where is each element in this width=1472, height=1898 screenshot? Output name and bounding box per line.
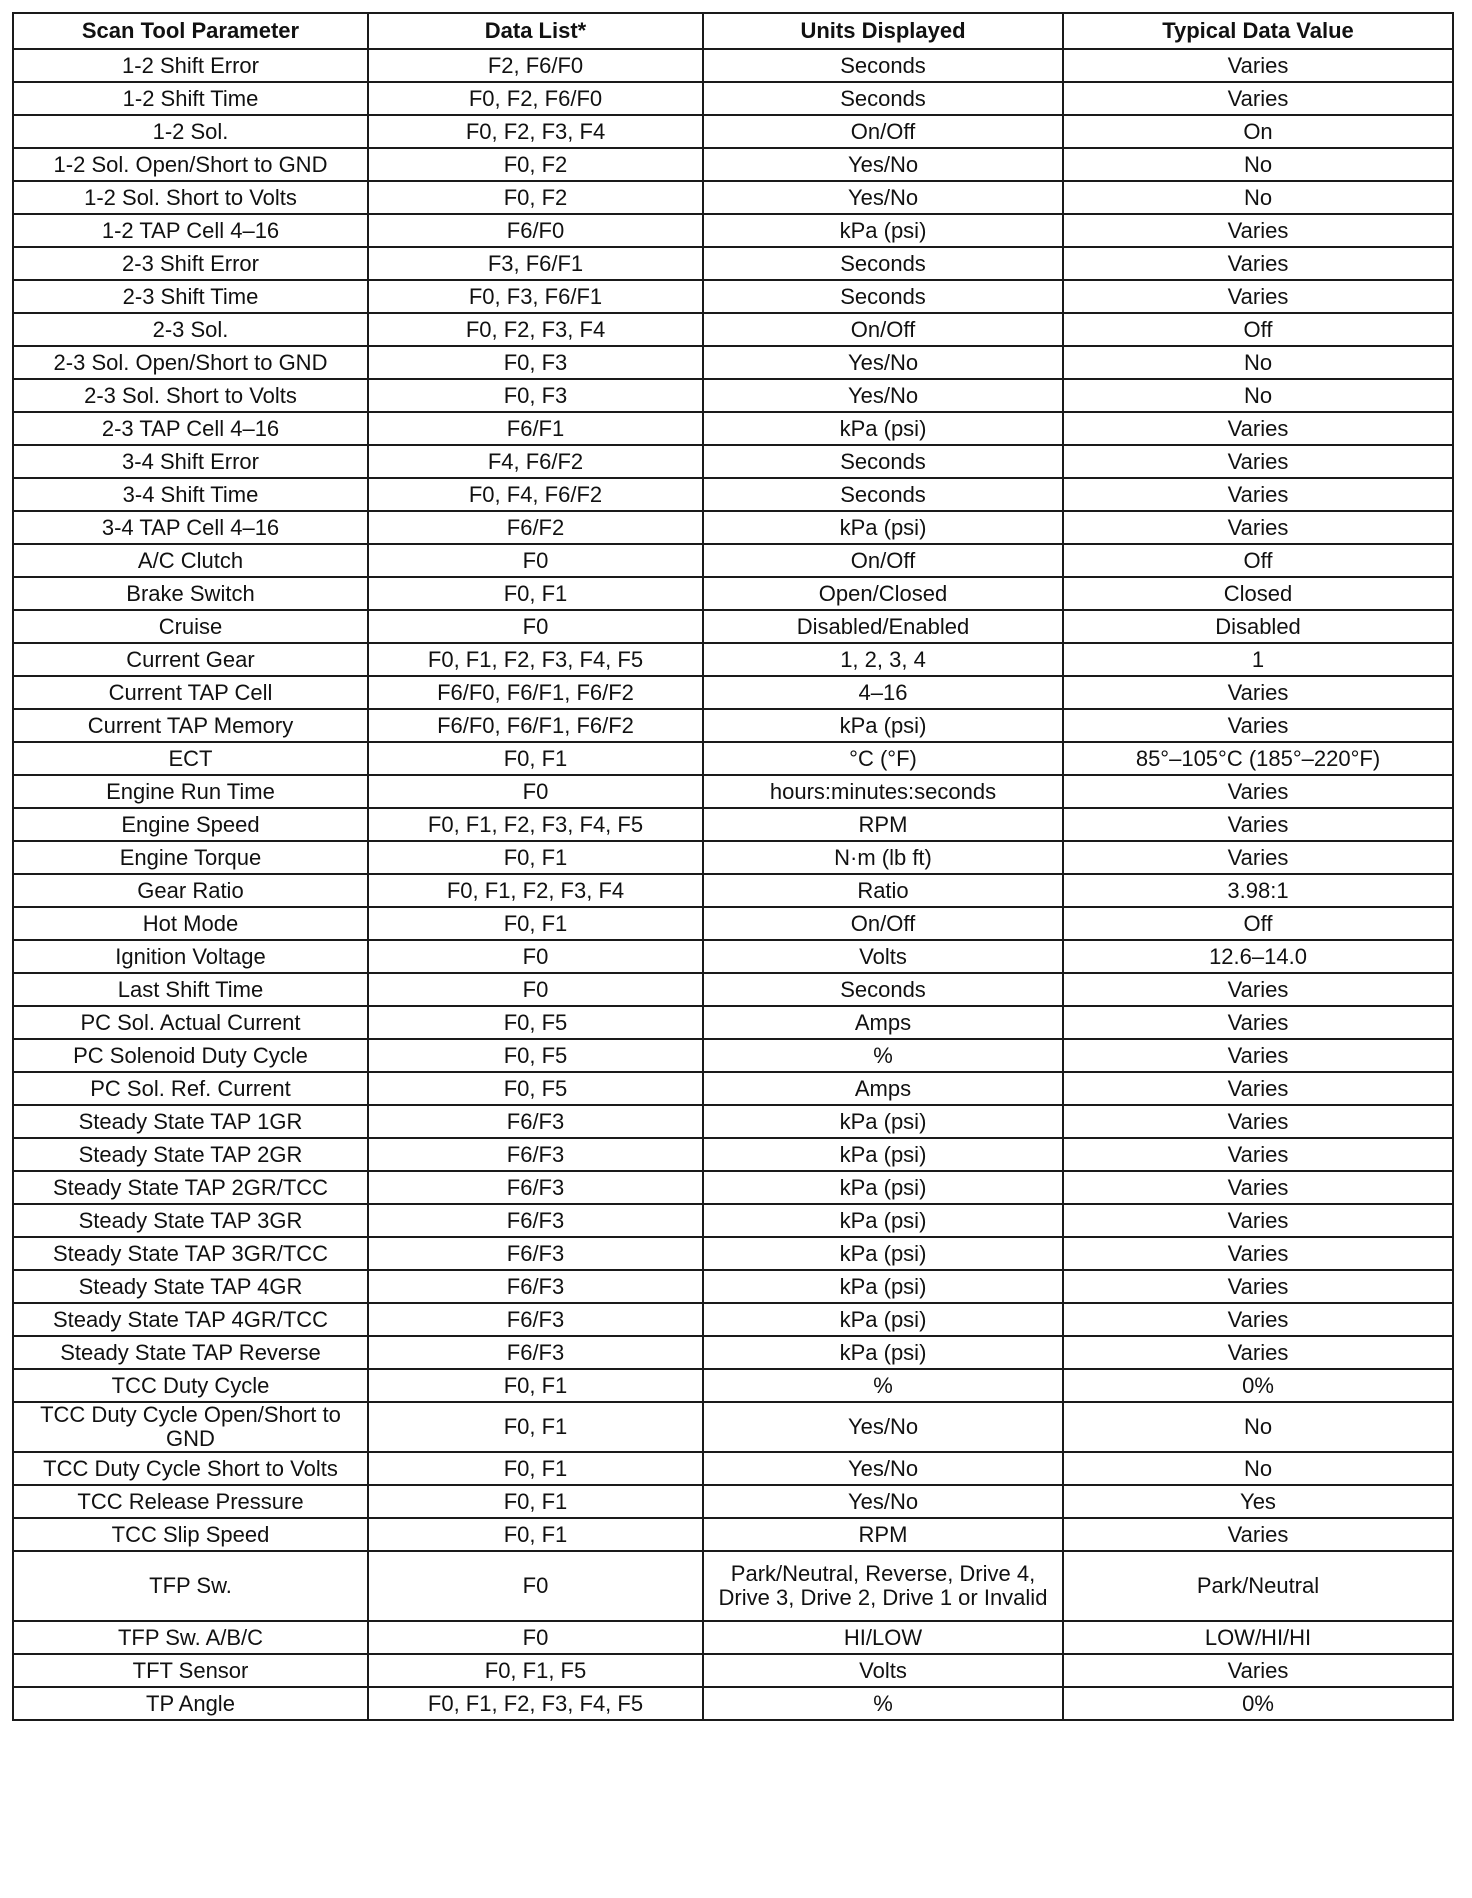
table-row <box>13 709 1453 742</box>
table-row <box>13 1171 1453 1204</box>
data-list-cell: F0, F1, F2, F3, F4, F5 <box>368 1687 703 1720</box>
parameter-cell: TCC Release Pressure <box>13 1485 368 1518</box>
data-list-cell: F0, F1 <box>368 1518 703 1551</box>
typical-value-cell: Varies <box>1063 1303 1453 1336</box>
units-cell: On/Off <box>703 544 1063 577</box>
data-list-cell: F0 <box>368 973 703 1006</box>
data-list-cell: F6/F3 <box>368 1303 703 1336</box>
parameter-cell: Steady State TAP 3GR <box>13 1204 368 1237</box>
typical-value-cell: On <box>1063 115 1453 148</box>
header-data-list: Data List* <box>368 13 703 49</box>
table-row <box>13 445 1453 478</box>
data-list-cell: F0, F1, F2, F3, F4, F5 <box>368 643 703 676</box>
parameter-cell: Cruise <box>13 610 368 643</box>
data-list-cell: F6/F3 <box>368 1336 703 1369</box>
parameter-cell: Hot Mode <box>13 907 368 940</box>
table-row <box>13 1621 1453 1654</box>
typical-value-cell: Varies <box>1063 1654 1453 1687</box>
parameter-cell: 3-4 Shift Time <box>13 478 368 511</box>
data-list-cell: F0, F3 <box>368 379 703 412</box>
data-list-cell: F6/F3 <box>368 1171 703 1204</box>
typical-value-cell: Varies <box>1063 808 1453 841</box>
units-cell: 1, 2, 3, 4 <box>703 643 1063 676</box>
parameter-cell: Ignition Voltage <box>13 940 368 973</box>
data-list-cell: F0, F2 <box>368 181 703 214</box>
typical-value-cell: Varies <box>1063 478 1453 511</box>
data-list-cell: F0, F5 <box>368 1006 703 1039</box>
units-cell: Disabled/Enabled <box>703 610 1063 643</box>
typical-value-cell: Varies <box>1063 214 1453 247</box>
typical-value-cell: Varies <box>1063 247 1453 280</box>
table-row <box>13 1006 1453 1039</box>
table-row <box>13 1551 1453 1621</box>
table-row <box>13 1518 1453 1551</box>
data-list-cell: F0, F1 <box>368 577 703 610</box>
table-row <box>13 412 1453 445</box>
table-row <box>13 1336 1453 1369</box>
parameter-cell: 2-3 Sol. Open/Short to GND <box>13 346 368 379</box>
data-list-cell: F0 <box>368 1621 703 1654</box>
data-list-cell: F0, F4, F6/F2 <box>368 478 703 511</box>
units-cell: hours:minutes:seconds <box>703 775 1063 808</box>
units-cell: % <box>703 1687 1063 1720</box>
data-list-cell: F0, F1 <box>368 1402 703 1452</box>
table-row <box>13 1270 1453 1303</box>
table-row <box>13 1105 1453 1138</box>
data-list-cell: F6/F3 <box>368 1237 703 1270</box>
parameter-cell: PC Sol. Actual Current <box>13 1006 368 1039</box>
data-list-cell: F0, F1 <box>368 742 703 775</box>
parameter-cell: Engine Torque <box>13 841 368 874</box>
parameter-cell: Current Gear <box>13 643 368 676</box>
header-row <box>13 13 1453 49</box>
typical-value-cell: Disabled <box>1063 610 1453 643</box>
table-row <box>13 49 1453 82</box>
units-cell: Seconds <box>703 49 1063 82</box>
typical-value-cell: Closed <box>1063 577 1453 610</box>
data-list-cell: F0 <box>368 775 703 808</box>
data-list-cell: F6/F3 <box>368 1138 703 1171</box>
data-list-cell: F0 <box>368 544 703 577</box>
typical-value-cell: Varies <box>1063 1518 1453 1551</box>
parameter-cell: TP Angle <box>13 1687 368 1720</box>
units-cell: kPa (psi) <box>703 1138 1063 1171</box>
data-list-cell: F0, F1 <box>368 841 703 874</box>
units-cell: Volts <box>703 940 1063 973</box>
units-cell: Park/Neutral, Reverse, Drive 4, Drive 3, Drive 2, Drive 1 or Invalid <box>703 1551 1063 1621</box>
data-list-cell: F0, F1 <box>368 1369 703 1402</box>
units-cell: N·m (lb ft) <box>703 841 1063 874</box>
data-list-cell: F6/F3 <box>368 1204 703 1237</box>
units-cell: kPa (psi) <box>703 1105 1063 1138</box>
typical-value-cell: Varies <box>1063 775 1453 808</box>
typical-value-cell: Yes <box>1063 1485 1453 1518</box>
parameter-cell: 1-2 Shift Time <box>13 82 368 115</box>
parameter-cell: Gear Ratio <box>13 874 368 907</box>
units-cell: kPa (psi) <box>703 1237 1063 1270</box>
typical-value-cell: Varies <box>1063 1138 1453 1171</box>
units-cell: kPa (psi) <box>703 511 1063 544</box>
scan-tool-data-table <box>12 12 1454 1721</box>
units-cell: On/Off <box>703 907 1063 940</box>
units-cell: Seconds <box>703 280 1063 313</box>
typical-value-cell: 85°–105°C (185°–220°F) <box>1063 742 1453 775</box>
units-cell: Seconds <box>703 478 1063 511</box>
typical-value-cell: Varies <box>1063 1204 1453 1237</box>
typical-value-cell: 0% <box>1063 1369 1453 1402</box>
data-list-cell: F0, F1 <box>368 907 703 940</box>
typical-value-cell: Varies <box>1063 1039 1453 1072</box>
table-row <box>13 1072 1453 1105</box>
units-cell: Ratio <box>703 874 1063 907</box>
parameter-cell: PC Sol. Ref. Current <box>13 1072 368 1105</box>
parameter-cell: 1-2 TAP Cell 4–16 <box>13 214 368 247</box>
data-list-cell: F0, F1 <box>368 1452 703 1485</box>
table-row <box>13 907 1453 940</box>
data-list-cell: F6/F2 <box>368 511 703 544</box>
table-row <box>13 940 1453 973</box>
units-cell: % <box>703 1369 1063 1402</box>
parameter-cell: 3-4 TAP Cell 4–16 <box>13 511 368 544</box>
units-cell: Seconds <box>703 973 1063 1006</box>
parameter-cell: 2-3 Sol. Short to Volts <box>13 379 368 412</box>
typical-value-cell: 12.6–14.0 <box>1063 940 1453 973</box>
parameter-cell: 2-3 TAP Cell 4–16 <box>13 412 368 445</box>
parameter-cell: Current TAP Cell <box>13 676 368 709</box>
units-cell: kPa (psi) <box>703 1303 1063 1336</box>
document-page <box>12 12 1452 1721</box>
typical-value-cell: 1 <box>1063 643 1453 676</box>
data-list-cell: F6/F0, F6/F1, F6/F2 <box>368 709 703 742</box>
data-list-cell: F6/F0, F6/F1, F6/F2 <box>368 676 703 709</box>
data-list-cell: F0, F2 <box>368 148 703 181</box>
units-cell: On/Off <box>703 115 1063 148</box>
data-list-cell: F0, F1, F2, F3, F4, F5 <box>368 808 703 841</box>
table-row <box>13 1303 1453 1336</box>
units-cell: HI/LOW <box>703 1621 1063 1654</box>
typical-value-cell: No <box>1063 1402 1453 1452</box>
typical-value-cell: Varies <box>1063 841 1453 874</box>
typical-value-cell: Varies <box>1063 82 1453 115</box>
parameter-cell: 1-2 Sol. Short to Volts <box>13 181 368 214</box>
units-cell: On/Off <box>703 313 1063 346</box>
table-row <box>13 1204 1453 1237</box>
typical-value-cell: No <box>1063 346 1453 379</box>
parameter-cell: 1-2 Shift Error <box>13 49 368 82</box>
table-row <box>13 280 1453 313</box>
data-list-cell: F6/F3 <box>368 1270 703 1303</box>
units-cell: Yes/No <box>703 1485 1063 1518</box>
parameter-cell: 2-3 Shift Error <box>13 247 368 280</box>
table-row <box>13 1138 1453 1171</box>
typical-value-cell: Off <box>1063 907 1453 940</box>
typical-value-cell: Varies <box>1063 1105 1453 1138</box>
table-row <box>13 676 1453 709</box>
typical-value-cell: Varies <box>1063 1006 1453 1039</box>
units-cell: kPa (psi) <box>703 1336 1063 1369</box>
parameter-cell: Engine Speed <box>13 808 368 841</box>
typical-value-cell: Varies <box>1063 1237 1453 1270</box>
data-list-cell: F3, F6/F1 <box>368 247 703 280</box>
typical-value-cell: Varies <box>1063 511 1453 544</box>
parameter-cell: TFT Sensor <box>13 1654 368 1687</box>
data-list-cell: F0, F5 <box>368 1072 703 1105</box>
units-cell: Seconds <box>703 247 1063 280</box>
units-cell: kPa (psi) <box>703 412 1063 445</box>
parameter-cell: 2-3 Sol. <box>13 313 368 346</box>
table-row <box>13 1237 1453 1270</box>
table-row <box>13 214 1453 247</box>
table-row <box>13 874 1453 907</box>
parameter-cell: ECT <box>13 742 368 775</box>
table-row <box>13 1687 1453 1720</box>
typical-value-cell: No <box>1063 1452 1453 1485</box>
typical-value-cell: Varies <box>1063 280 1453 313</box>
header-units-displayed: Units Displayed <box>703 13 1063 49</box>
typical-value-cell: 0% <box>1063 1687 1453 1720</box>
parameter-cell: Last Shift Time <box>13 973 368 1006</box>
data-list-cell: F0, F1 <box>368 1485 703 1518</box>
header-typical-data-value: Typical Data Value <box>1063 13 1453 49</box>
units-cell: kPa (psi) <box>703 1270 1063 1303</box>
table-row <box>13 478 1453 511</box>
units-cell: 4–16 <box>703 676 1063 709</box>
data-list-cell: F6/F1 <box>368 412 703 445</box>
table-row <box>13 346 1453 379</box>
units-cell: Yes/No <box>703 148 1063 181</box>
typical-value-cell: Varies <box>1063 1270 1453 1303</box>
table-row <box>13 511 1453 544</box>
table-row <box>13 1402 1453 1452</box>
units-cell: °C (°F) <box>703 742 1063 775</box>
typical-value-cell: No <box>1063 148 1453 181</box>
units-cell: Yes/No <box>703 346 1063 379</box>
data-list-cell: F6/F3 <box>368 1105 703 1138</box>
parameter-cell: Brake Switch <box>13 577 368 610</box>
typical-value-cell: Varies <box>1063 676 1453 709</box>
header-scan-tool-parameter: Scan Tool Parameter <box>13 13 368 49</box>
table-row <box>13 82 1453 115</box>
units-cell: Yes/No <box>703 1402 1063 1452</box>
units-cell: Amps <box>703 1072 1063 1105</box>
table-row <box>13 1369 1453 1402</box>
parameter-cell: TFP Sw. A/B/C <box>13 1621 368 1654</box>
table-row <box>13 973 1453 1006</box>
data-list-cell: F0, F3 <box>368 346 703 379</box>
parameter-cell: PC Solenoid Duty Cycle <box>13 1039 368 1072</box>
data-list-cell: F0, F2, F3, F4 <box>368 313 703 346</box>
units-cell: kPa (psi) <box>703 1171 1063 1204</box>
typical-value-cell: Varies <box>1063 1072 1453 1105</box>
parameter-cell: TCC Duty Cycle Short to Volts <box>13 1452 368 1485</box>
data-list-cell: F6/F0 <box>368 214 703 247</box>
parameter-cell: Steady State TAP 2GR <box>13 1138 368 1171</box>
typical-value-cell: Varies <box>1063 1171 1453 1204</box>
parameter-cell: 3-4 Shift Error <box>13 445 368 478</box>
table-row <box>13 775 1453 808</box>
table-row <box>13 247 1453 280</box>
typical-value-cell: Varies <box>1063 445 1453 478</box>
table-row <box>13 181 1453 214</box>
units-cell: RPM <box>703 1518 1063 1551</box>
units-cell: Yes/No <box>703 181 1063 214</box>
parameter-cell: Current TAP Memory <box>13 709 368 742</box>
table-row <box>13 1452 1453 1485</box>
table-row <box>13 379 1453 412</box>
table-row <box>13 808 1453 841</box>
typical-value-cell: Varies <box>1063 49 1453 82</box>
data-list-cell: F0, F5 <box>368 1039 703 1072</box>
units-cell: kPa (psi) <box>703 709 1063 742</box>
parameter-cell: Steady State TAP Reverse <box>13 1336 368 1369</box>
parameter-cell: Steady State TAP 1GR <box>13 1105 368 1138</box>
data-list-cell: F0, F2, F3, F4 <box>368 115 703 148</box>
table-row <box>13 742 1453 775</box>
parameter-cell: A/C Clutch <box>13 544 368 577</box>
units-cell: Amps <box>703 1006 1063 1039</box>
units-cell: Volts <box>703 1654 1063 1687</box>
parameter-cell: 1-2 Sol. Open/Short to GND <box>13 148 368 181</box>
table-row <box>13 115 1453 148</box>
data-list-cell: F0, F3, F6/F1 <box>368 280 703 313</box>
data-list-cell: F0, F2, F6/F0 <box>368 82 703 115</box>
units-cell: Yes/No <box>703 1452 1063 1485</box>
table-row <box>13 544 1453 577</box>
data-list-cell: F0 <box>368 610 703 643</box>
table-row <box>13 577 1453 610</box>
data-list-cell: F0, F1, F5 <box>368 1654 703 1687</box>
units-cell: Open/Closed <box>703 577 1063 610</box>
parameter-cell: TCC Slip Speed <box>13 1518 368 1551</box>
parameter-cell: 1-2 Sol. <box>13 115 368 148</box>
table-row <box>13 841 1453 874</box>
data-list-cell: F0 <box>368 1551 703 1621</box>
table-row <box>13 148 1453 181</box>
typical-value-cell: Varies <box>1063 1336 1453 1369</box>
table-row <box>13 610 1453 643</box>
typical-value-cell: No <box>1063 379 1453 412</box>
parameter-cell: Steady State TAP 3GR/TCC <box>13 1237 368 1270</box>
typical-value-cell: Off <box>1063 544 1453 577</box>
parameter-cell: 2-3 Shift Time <box>13 280 368 313</box>
units-cell: kPa (psi) <box>703 1204 1063 1237</box>
units-cell: Seconds <box>703 445 1063 478</box>
typical-value-cell: Varies <box>1063 412 1453 445</box>
units-cell: RPM <box>703 808 1063 841</box>
parameter-cell: Steady State TAP 4GR <box>13 1270 368 1303</box>
typical-value-cell: 3.98:1 <box>1063 874 1453 907</box>
units-cell: kPa (psi) <box>703 214 1063 247</box>
units-cell: Seconds <box>703 82 1063 115</box>
table-row <box>13 1654 1453 1687</box>
parameter-cell: Steady State TAP 4GR/TCC <box>13 1303 368 1336</box>
table-row <box>13 1039 1453 1072</box>
data-list-cell: F0, F1, F2, F3, F4 <box>368 874 703 907</box>
typical-value-cell: Off <box>1063 313 1453 346</box>
units-cell: Yes/No <box>703 379 1063 412</box>
parameter-cell: TCC Duty Cycle <box>13 1369 368 1402</box>
table-row <box>13 313 1453 346</box>
typical-value-cell: Varies <box>1063 973 1453 1006</box>
data-list-cell: F2, F6/F0 <box>368 49 703 82</box>
typical-value-cell: LOW/HI/HI <box>1063 1621 1453 1654</box>
typical-value-cell: Park/Neutral <box>1063 1551 1453 1621</box>
table-body <box>13 49 1453 1720</box>
data-list-cell: F0 <box>368 940 703 973</box>
table-row <box>13 1485 1453 1518</box>
data-list-cell: F4, F6/F2 <box>368 445 703 478</box>
parameter-cell: TCC Duty Cycle Open/Short to GND <box>13 1402 368 1452</box>
typical-value-cell: Varies <box>1063 709 1453 742</box>
parameter-cell: Engine Run Time <box>13 775 368 808</box>
typical-value-cell: No <box>1063 181 1453 214</box>
parameter-cell: TFP Sw. <box>13 1551 368 1621</box>
table-row <box>13 643 1453 676</box>
parameter-cell: Steady State TAP 2GR/TCC <box>13 1171 368 1204</box>
units-cell: % <box>703 1039 1063 1072</box>
